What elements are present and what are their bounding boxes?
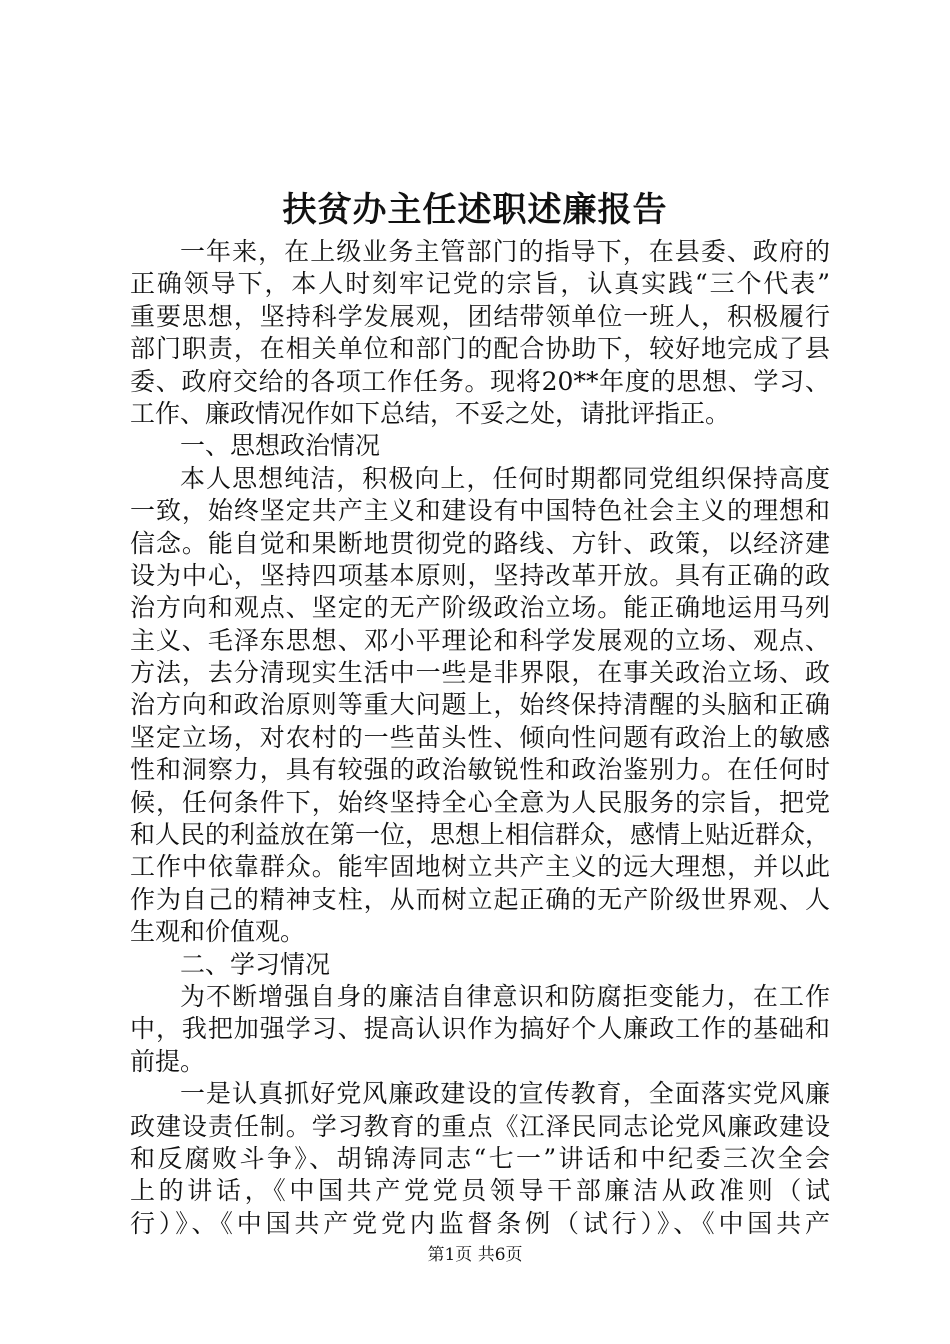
page-footer: 第1页 共6页	[427, 1245, 523, 1265]
paragraph-line: 和反腐败斗争》、胡锦涛同志“七一”讲话和中纪委三次全会	[130, 1143, 830, 1173]
paragraph-line: 治方向和观点、坚定的无产阶级政治立场。能正确地运用马列	[130, 593, 830, 623]
paragraph-line: 治方向和政治原则等重大问题上，始终保持清醒的头脑和正确	[130, 690, 830, 720]
paragraph-line: 主义、毛泽东思想、邓小平理论和科学发展观的立场、观点、	[130, 625, 830, 655]
document-body	[130, 236, 830, 1240]
paragraph-line: 正确领导下，本人时刻牢记党的宗旨，认真实践“三个代表”	[130, 269, 830, 299]
section-heading: 二、学习情况	[180, 949, 331, 979]
paragraph-line: 部门职责，在相关单位和部门的配合协助下，较好地完成了县	[130, 334, 830, 364]
paragraph-line: 行）》、《中国共产党党内监督条例（试行）》、《中国共产	[130, 1208, 830, 1238]
paragraph-line: 设为中心，坚持四项基本原则，坚持改革开放。具有正确的政	[130, 560, 830, 590]
paragraph-line: 政建设责任制。学习教育的重点《江泽民同志论党风廉政建设	[130, 1111, 830, 1141]
paragraph-line: 性和洞察力，具有较强的政治敏锐性和政治鉴别力。在任何时	[130, 755, 830, 785]
paragraph-line: 方法，去分清现实生活中一些是非界限，在事关政治立场、政	[130, 658, 830, 688]
paragraph-line: 为不断增强自身的廉洁自律意识和防腐拒变能力，在工作	[180, 981, 830, 1011]
paragraph-line: 委、政府交给的各项工作任务。现将20**年度的思想、学习、	[130, 366, 830, 396]
section-heading: 一、思想政治情况	[180, 431, 381, 461]
paragraph-line: 重要思想，坚持科学发展观，团结带领单位一班人，积极履行	[130, 301, 830, 331]
paragraph-line: 信念。能自觉和果断地贯彻党的路线、方针、政策，以经济建	[130, 528, 830, 558]
paragraph-line: 一是认真抓好党风廉政建设的宣传教育，全面落实党风廉	[180, 1079, 830, 1109]
paragraph-line: 一致，始终坚定共产主义和建设有中国特色社会主义的理想和	[130, 496, 830, 526]
paragraph-line: 作为自己的精神支柱，从而树立起正确的无产阶级世界观、人	[130, 884, 830, 914]
paragraph-line: 上的讲话，《中国共产党党员领导干部廉洁从政准则（试	[130, 1176, 830, 1206]
paragraph-line: 一年来，在上级业务主管部门的指导下，在县委、政府的	[180, 237, 830, 266]
paragraph-line: 候，任何条件下，始终坚持全心全意为人民服务的宗旨，把党	[130, 787, 830, 817]
paragraph-line: 坚定立场，对农村的一些苗头性、倾向性问题有政治上的敏感	[130, 722, 830, 752]
paragraph-line: 生观和价值观。	[130, 917, 306, 947]
paragraph-line: 工作中依靠群众。能牢固地树立共产主义的远大理想，并以此	[130, 852, 830, 882]
paragraph-line: 工作、廉政情况作如下总结，不妥之处，请批评指正。	[130, 398, 731, 428]
paragraph-line: 本人思想纯洁，积极向上，任何时期都同党组织保持高度	[180, 463, 830, 493]
paragraph-line: 前提。	[130, 1046, 206, 1076]
page-title: 扶贫办主任述职述廉报告	[282, 190, 668, 230]
paragraph-line: 和人民的利益放在第一位，思想上相信群众，感情上贴近群众，	[130, 820, 831, 850]
paragraph-line: 中，我把加强学习、提高认识作为搞好个人廉政工作的基础和	[130, 1014, 830, 1044]
